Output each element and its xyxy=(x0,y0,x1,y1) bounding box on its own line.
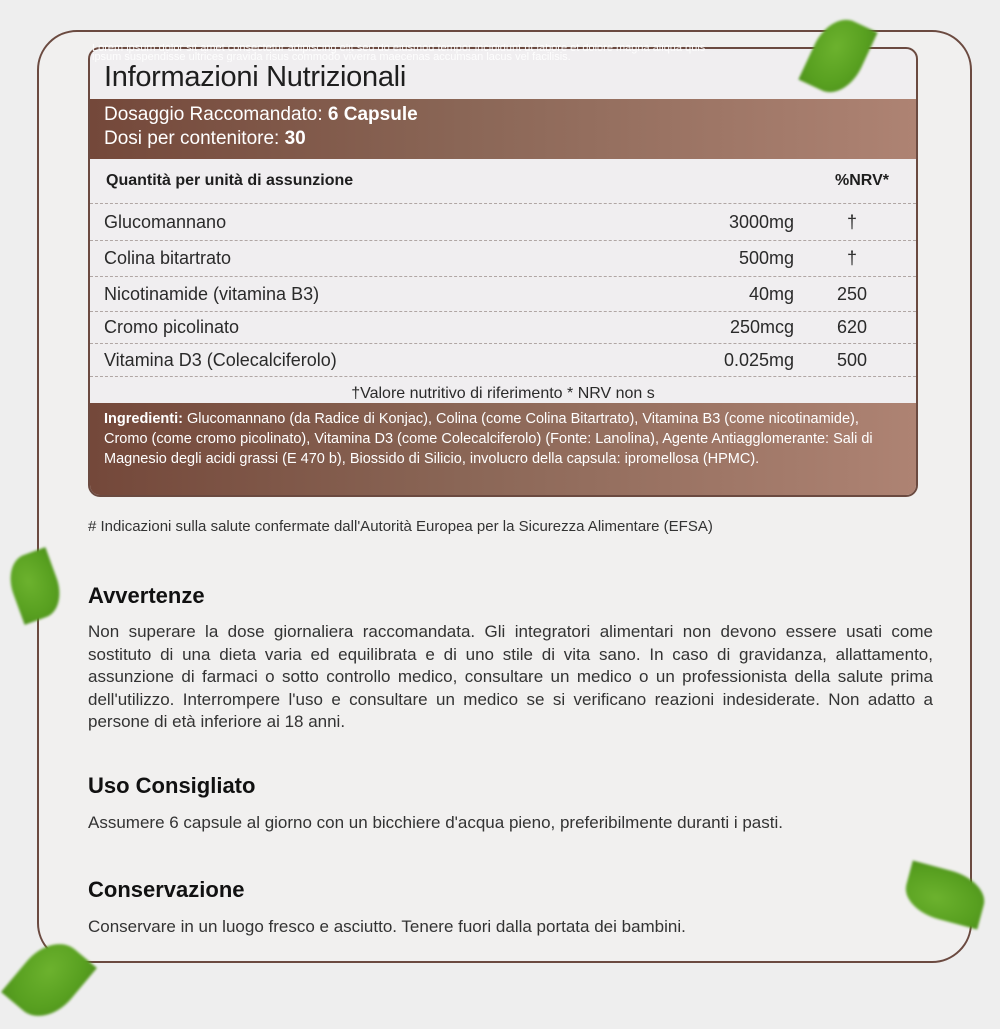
nutrient-name: Colina bitartrato xyxy=(104,248,232,268)
nutrient-amount: 0.025mg xyxy=(723,349,794,370)
dosage-band xyxy=(90,99,916,159)
storage-body: Conservare in un luogo fresco e asciutto. Tenere fuori dalla portata dei bambini. xyxy=(88,917,686,936)
table-row xyxy=(90,344,916,377)
overlay-placeholder-text xyxy=(92,44,882,62)
nutrient-name: Cromo picolinato xyxy=(104,317,240,337)
usage-title: Uso Consigliato xyxy=(88,773,256,798)
header-nrv: %NRV* xyxy=(835,172,889,189)
doses-line xyxy=(104,127,902,151)
overlay-line-2: ipsum suspendisse ultrices gravida risus commodo viverra maecenas accumsan lacus vel facilisis. xyxy=(92,51,571,62)
panel-title: Informazioni Nutrizionali xyxy=(104,61,406,93)
nutrient-amount: 40mg xyxy=(748,283,794,304)
ingredients-label: Ingredienti: xyxy=(104,411,183,427)
nutrient-amount: 500mg xyxy=(738,248,794,268)
doses-label: Dosi per contenitore: xyxy=(104,128,285,149)
table-row xyxy=(90,204,916,241)
table-row xyxy=(90,241,916,277)
dosage-label: Dosaggio Raccomandato: xyxy=(104,104,328,125)
nutrient-name: Nicotinamide (vitamina B3) xyxy=(104,283,320,304)
nutrient-name: Vitamina D3 (Colecalciferolo) xyxy=(104,349,337,370)
nutrient-amount: 250mcg xyxy=(729,317,794,337)
ingredients-block xyxy=(90,403,916,495)
overlay-line-1: Lorem ipsum dolor sit amet consectetur adipiscing elit sed do eiusmod tempor incididunt ut labore et dolore magna aliqua quis xyxy=(92,44,706,54)
nutrient-name: Glucomannano xyxy=(104,211,227,232)
warnings-title: Avvertenze xyxy=(88,583,205,608)
table-header xyxy=(90,159,916,204)
table-row xyxy=(90,312,916,344)
efsa-note: # Indicazioni sulla salute confermate dall'Autorità Europea per la Sicurezza Alimentare (EFSA) xyxy=(88,518,713,535)
nutrient-nrv: 250 xyxy=(836,283,868,304)
nutrition-panel xyxy=(88,47,918,497)
nrv-footnote: †Valore nutritivo di riferimento * NRV non s xyxy=(351,385,655,402)
header-quantity: Quantità per unità di assunzione xyxy=(106,172,354,189)
table-row xyxy=(90,277,916,312)
nutrient-nrv: † xyxy=(846,211,857,232)
warnings-body: Non superare la dose giornaliera raccomandata. Gli integratori alimentari non devono essere usati come sostituto di una dieta varia ed equilibrata e di uno stile di vita sano. In caso di gravidanza, allattamento, assunzione di farmaci o sotto controllo medico, consultare un medico o un professionista della salute prima dell'utilizzo. Interrompere l'uso e consultare un medico se si verificano reazioni indesiderate. Non adatto a persone di età inferiore ai 18 anni. xyxy=(88,622,933,731)
nutrient-nrv: 500 xyxy=(836,349,868,370)
nutrient-nrv: † xyxy=(846,248,857,268)
usage-body: Assumere 6 capsule al giorno con un bicchiere d'acqua pieno, preferibilmente duranti i pasti. xyxy=(88,813,783,832)
dosage-value: 6 Capsule xyxy=(327,104,418,125)
storage-title: Conservazione xyxy=(88,877,245,902)
dosage-line xyxy=(104,103,902,127)
nutrient-amount: 3000mg xyxy=(728,211,794,232)
nutrient-nrv: 620 xyxy=(836,317,868,337)
doses-value: 30 xyxy=(284,128,306,149)
ingredients-text: Glucomannano (da Radice di Konjac), Colina (come Colina Bitartrato), Vitamina B3 (come nicotinamide), Cromo (come cromo picolinato), Vitamina D3 (come Colecalciferolo) (Fonte: Lanolina), Agente Antiagglomerante: Sali di Magnesio degli acidi grassi (E 470 b), Biossido di Silicio, involucro della capsula: ipromellosa (HPMC). xyxy=(104,411,873,467)
